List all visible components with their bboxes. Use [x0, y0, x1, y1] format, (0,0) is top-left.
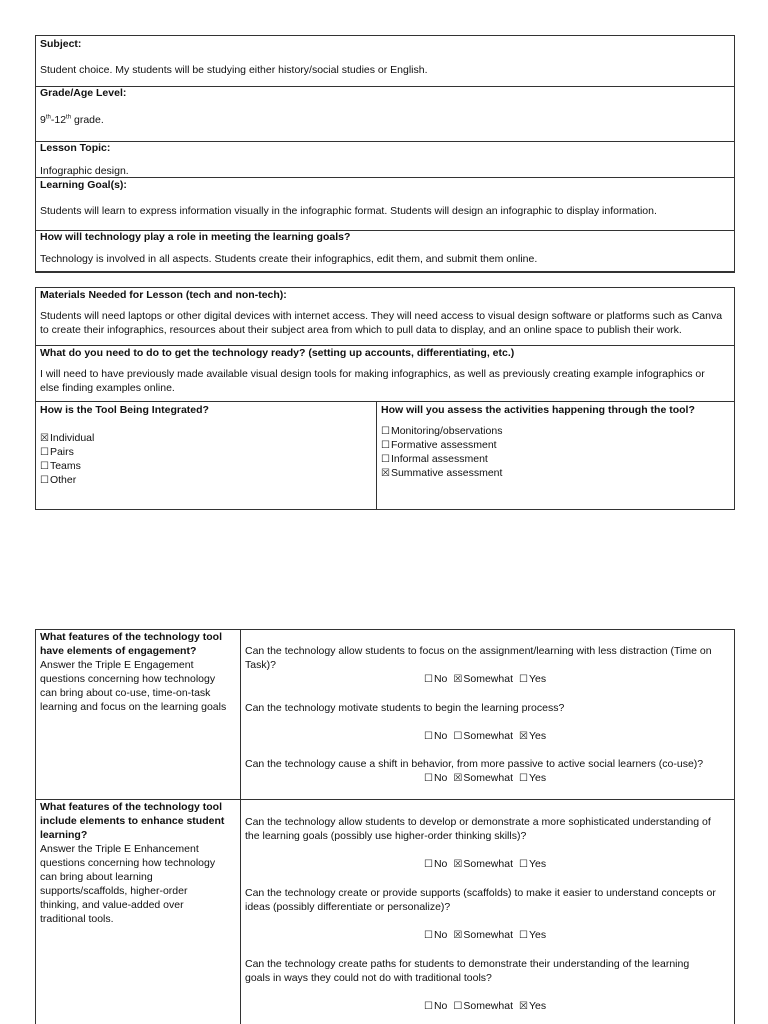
- checkbox-icon: ☐: [40, 447, 49, 458]
- grade-label: Grade/Age Level:: [40, 87, 127, 99]
- materials-line-1: Students will need laptops or other digital devices with internet access. They will need access to visual design software or platforms such as Canva: [40, 310, 723, 322]
- integrated-option[interactable]: ☒Individual: [40, 432, 95, 444]
- answer-option[interactable]: ☐Somewhat: [453, 1000, 513, 1012]
- integrated-label: How is the Tool Being Integrated?: [40, 404, 209, 416]
- enhance-desc: supports/scaffolds, higher-order: [40, 885, 188, 897]
- assess-option[interactable]: ☐Monitoring/observations: [381, 425, 503, 437]
- enhance-desc: can bring about learning: [40, 871, 153, 883]
- topic-label: Lesson Topic:: [40, 142, 111, 154]
- checkbox-checked-icon: ☒: [518, 731, 528, 742]
- integrated-option[interactable]: ☐Pairs: [40, 446, 74, 458]
- assess-label: How will you assess the activities happening through the tool?: [381, 404, 695, 416]
- checkbox-icon: ☐: [424, 859, 433, 870]
- assess-option[interactable]: ☐Informal assessment: [381, 453, 488, 465]
- question-text: Can the technology allow students to focus on the assignment/learning with less distraction (Time on: [245, 645, 712, 657]
- checkbox-icon: ☐: [381, 454, 390, 465]
- answer-option[interactable]: ☐No: [424, 1000, 448, 1012]
- enhance-heading: What features of the technology tool: [40, 801, 223, 813]
- enhance-desc: questions concerning how technology: [40, 857, 216, 869]
- enhance-desc: traditional tools.: [40, 913, 114, 925]
- table-right-border: [734, 629, 735, 1024]
- integrated-option[interactable]: ☐Other: [40, 474, 77, 486]
- topic-value: Infographic design.: [40, 165, 129, 177]
- checkbox-icon: ☐: [518, 674, 528, 685]
- checkbox-icon: ☐: [453, 1001, 463, 1012]
- assess-option[interactable]: ☒Summative assessment: [381, 467, 503, 479]
- question-text: the learning goals (possibly use higher-order thinking skills)?: [245, 830, 527, 842]
- answer-option[interactable]: ☒Somewhat: [453, 858, 513, 870]
- ready-line-1: I will need to have previously made available visual design tools for making infographics, as well as previously creating example infographics or: [40, 368, 705, 380]
- answer-option[interactable]: ☐No: [424, 730, 448, 742]
- checkbox-icon: ☐: [453, 731, 463, 742]
- answer-option[interactable]: ☒Yes: [518, 1000, 547, 1012]
- checkbox-icon: ☐: [518, 859, 528, 870]
- answer-options: [424, 928, 546, 943]
- grade-value: 9th-12th grade.: [40, 114, 104, 126]
- answer-option[interactable]: ☒Somewhat: [453, 929, 513, 941]
- answer-options: [424, 999, 546, 1014]
- answer-option[interactable]: ☐Yes: [518, 673, 547, 685]
- question-text: Can the technology motivate students to begin the learning process?: [245, 702, 565, 714]
- tech-role-value: Technology is involved in all aspects. Students create their infographics, edit them, and submit them online.: [40, 253, 538, 265]
- checkbox-checked-icon: ☒: [518, 1001, 528, 1012]
- checkbox-checked-icon: ☒: [453, 859, 463, 870]
- answer-option[interactable]: ☐Yes: [518, 858, 547, 870]
- checkbox-icon: ☐: [381, 426, 390, 437]
- checkbox-icon: ☐: [424, 930, 433, 941]
- materials-label: Materials Needed for Lesson (tech and non-tech):: [40, 289, 287, 301]
- engagement-desc: Answer the Triple E Engagement: [40, 659, 194, 671]
- assess-option[interactable]: ☐Formative assessment: [381, 439, 497, 451]
- enhance-heading: learning?: [40, 829, 88, 841]
- subject-value: Student choice. My students will be studying either history/social studies or English.: [40, 64, 428, 76]
- engagement-desc: learning and focus on the learning goals: [40, 701, 227, 713]
- divider: [35, 177, 735, 178]
- materials-line-2: to create their infographics, resources about their subject area from which to pull data to display, and an online space to publish their work.: [40, 324, 682, 336]
- divider: [376, 401, 377, 510]
- divider: [35, 271, 735, 272]
- checkbox-icon: ☐: [424, 1001, 433, 1012]
- answer-option[interactable]: ☐No: [424, 673, 448, 685]
- enhance-heading: include elements to enhance student: [40, 815, 225, 827]
- answer-option[interactable]: ☐Yes: [518, 772, 547, 784]
- engagement-desc: questions concerning how technology: [40, 673, 216, 685]
- checkbox-checked-icon: ☒: [453, 773, 463, 784]
- answer-option[interactable]: ☐No: [424, 929, 448, 941]
- question-text: ideas (possibly differentiate or personalize)?: [245, 901, 451, 913]
- question-text: Can the technology allow students to develop or demonstrate a more sophisticated understanding of: [245, 816, 711, 828]
- checkbox-icon: ☐: [381, 440, 390, 451]
- answer-options: [424, 729, 546, 744]
- answer-option[interactable]: ☐Somewhat: [453, 730, 513, 742]
- subject-label: Subject:: [40, 38, 82, 50]
- checkbox-checked-icon: ☒: [453, 930, 463, 941]
- question-text: Can the technology create or provide supports (scaffolds) to make it easier to understand concepts or: [245, 887, 716, 899]
- divider: [35, 141, 735, 142]
- ready-label: What do you need to do to get the technology ready? (setting up accounts, differentiating, etc.): [40, 347, 515, 359]
- answer-options: [424, 771, 546, 786]
- checkbox-icon: ☐: [424, 731, 433, 742]
- divider: [35, 86, 735, 87]
- answer-option[interactable]: ☒Somewhat: [453, 673, 513, 685]
- answer-option[interactable]: ☒Somewhat: [453, 772, 513, 784]
- answer-option[interactable]: ☒Yes: [518, 730, 547, 742]
- answer-options: [424, 672, 546, 687]
- answer-option[interactable]: ☐No: [424, 858, 448, 870]
- checkbox-icon: ☐: [518, 930, 528, 941]
- divider: [35, 401, 735, 402]
- goal-value: Students will learn to express information visually in the infographic format. Students will design an infographic to display information.: [40, 205, 657, 217]
- checkbox-icon: ☐: [40, 475, 49, 486]
- tech-role-label: How will technology play a role in meeting the learning goals?: [40, 231, 351, 243]
- question-text: Can the technology cause a shift in behavior, from more passive to active social learners (co-use)?: [245, 758, 704, 770]
- answer-option[interactable]: ☐No: [424, 772, 448, 784]
- question-text: Task)?: [245, 659, 276, 671]
- enhance-desc: thinking, and value-added over: [40, 899, 184, 911]
- goal-label: Learning Goal(s):: [40, 179, 127, 191]
- column-divider: [240, 629, 241, 1024]
- table-left-border: [35, 629, 36, 1024]
- answer-option[interactable]: ☐Yes: [518, 929, 547, 941]
- checkbox-checked-icon: ☒: [40, 433, 49, 444]
- checkbox-checked-icon: ☒: [453, 674, 463, 685]
- question-text: Can the technology create paths for students to demonstrate their understanding of the learning: [245, 958, 690, 970]
- engagement-heading: have elements of engagement?: [40, 645, 197, 657]
- question-text: goals in ways they could not do with traditional tools?: [245, 972, 492, 984]
- ready-line-2: else finding examples online.: [40, 382, 175, 394]
- engagement-desc: can bring about co-use, time-on-task: [40, 687, 211, 699]
- checkbox-icon: ☐: [40, 461, 49, 472]
- checkbox-icon: ☐: [424, 674, 433, 685]
- integrated-option[interactable]: ☐Teams: [40, 460, 81, 472]
- engagement-heading: What features of the technology tool: [40, 631, 223, 643]
- checkbox-icon: ☐: [518, 773, 528, 784]
- enhance-desc: Answer the Triple E Enhancement: [40, 843, 199, 855]
- checkbox-icon: ☐: [424, 773, 433, 784]
- checkbox-checked-icon: ☒: [381, 468, 390, 479]
- answer-options: [424, 857, 546, 872]
